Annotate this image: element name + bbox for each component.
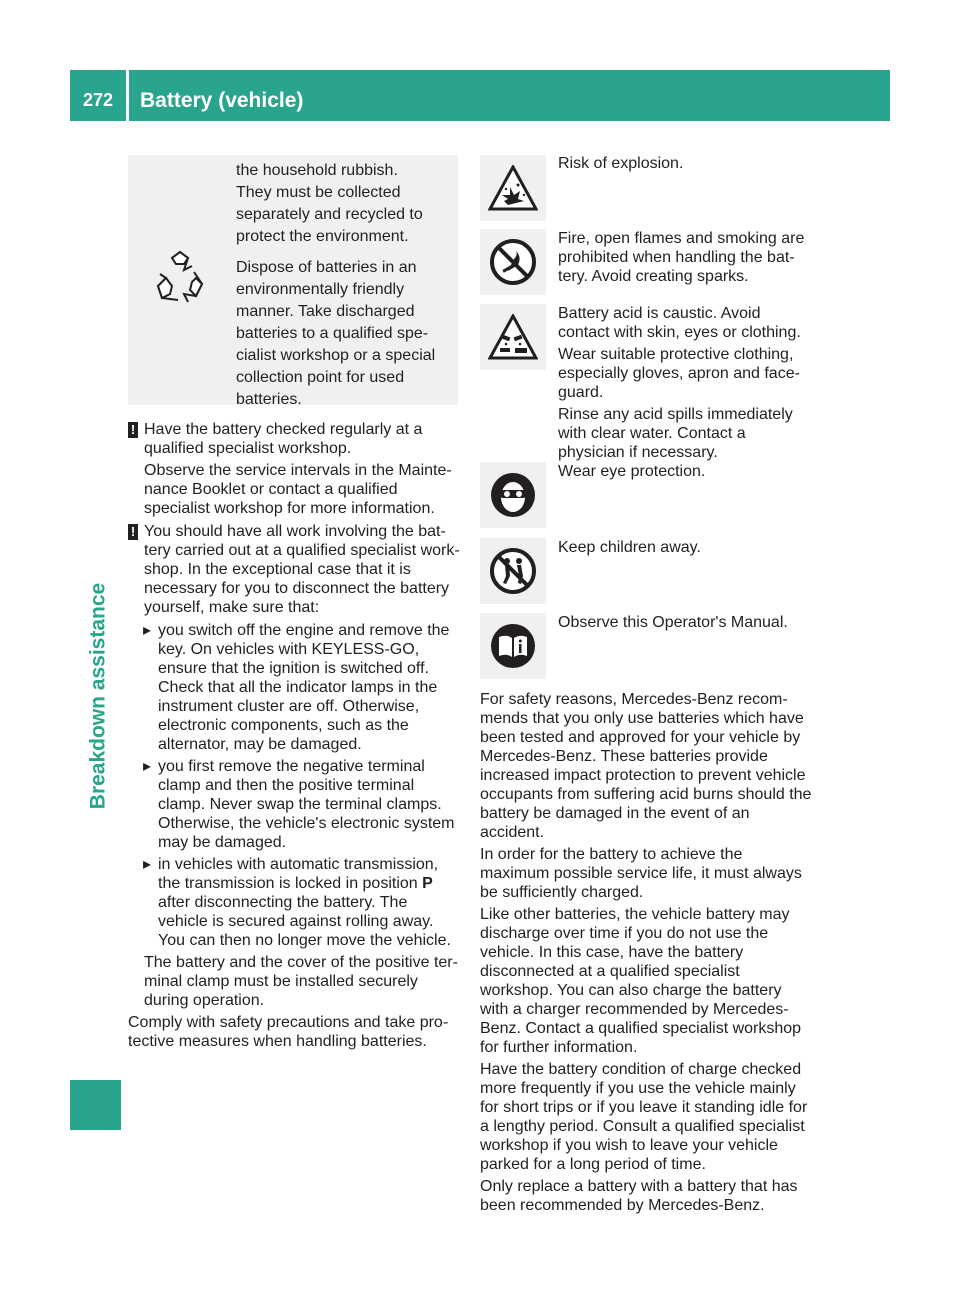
note-1 xyxy=(128,420,461,518)
list-item: ▸ you switch off the engine and remove the key. On vehicles with KEYLESS-GO, ensure that the ignition is switched off. Check that all the indicator lamps in the instrument cluster are off. Otherwise, electronic components, such as the alternator, may be damaged. xyxy=(128,621,461,754)
left-column xyxy=(128,420,461,1054)
bullet-3-post: after disconnecting the battery. The vehicle is secured against rolling away. You can then no longer move the vehicle. xyxy=(158,894,451,949)
right-para-4: Have the battery condition of charge checked more frequently if you use the vehicle mainly for short trips or if you leave it standing idle for a lengthy period. Consult a qualified specialist workshop if you wish to leave your vehicle parked for a long period of time. xyxy=(480,1061,808,1173)
note-1-para-2: Observe the service intervals in the Maintenance Booklet or contact a qualified specialist workshop for more information. xyxy=(144,462,452,517)
closing-text: Comply with safety precautions and take protective measures when handling batteries. xyxy=(128,1014,449,1050)
eye-protection-label: Wear eye protection. xyxy=(558,463,706,480)
explosion-icon-box xyxy=(480,155,546,221)
recycle-text-2: Dispose of batteries in an environmentally friendly manner. Take discharged batteries to a qualified specialist workshop or a special collection point for used batteries. xyxy=(236,259,436,408)
right-para-1: For safety reasons, Mercedes-Benz recommends that you only use batteries which have been tested and approved for your vehicle by Mercedes-Benz. These batteries provide increased impact protection to prevent vehicle occupants from suffering acid burns should the battery be damaged in the event of an accident. xyxy=(480,691,812,841)
side-tab-block xyxy=(70,1080,121,1130)
explosion-icon xyxy=(488,165,538,211)
explosion-text xyxy=(558,154,814,176)
no-fire-text xyxy=(558,229,814,289)
no-children-icon xyxy=(488,546,538,596)
note-2-intro: You should have all work involving the battery carried out at a qualified specialist workshop. In the exceptional case that it is necessary for you to disconnect the battery yourself, make sure that: xyxy=(144,523,460,616)
corrosive-icon xyxy=(488,314,538,360)
acid-text-1: Battery acid is caustic. Avoid contact with skin, eyes or clothing. xyxy=(558,305,801,341)
right-para-3: Like other batteries, the vehicle battery may discharge over time if you do not use the vehicle. In this case, have the battery disconnected at a qualified specialist workshop. You can also charge the battery with a charger recommended by Mercedes-Benz. Contact a qualified specialist workshop for further information. xyxy=(480,906,802,1056)
list-item xyxy=(128,855,461,950)
section-title: Battery (vehicle) xyxy=(140,89,304,112)
header-divider xyxy=(126,70,129,121)
note-2 xyxy=(128,522,461,617)
children-text xyxy=(558,538,814,560)
recycle-icon xyxy=(150,248,210,308)
no-fire-icon xyxy=(488,237,538,287)
no-fire-label: Fire, open flames and smoking are prohibited when handling the battery. Avoid creating sparks. xyxy=(558,230,805,285)
bullet-3-pre: in vehicles with automatic transmission, the transmission is locked in position xyxy=(158,856,439,892)
gear-position-p: P xyxy=(422,875,433,892)
eye-protection-text xyxy=(558,462,814,484)
recycle-text xyxy=(236,160,436,420)
manual-label: Observe this Operator's Manual. xyxy=(558,614,788,631)
manual-text xyxy=(558,613,814,635)
acid-icon-box xyxy=(480,304,546,370)
note-2-end: The battery and the cover of the positive terminal clamp must be installed securely during operation. xyxy=(144,954,458,1009)
acid-text-2: Wear suitable protective clothing, especially gloves, apron and face-guard. xyxy=(558,346,800,401)
acid-text xyxy=(558,304,814,465)
side-tab-label: Breakdown assistance xyxy=(86,582,110,810)
right-para-5: Only replace a battery with a battery that has been recommended by Mercedes-Benz. xyxy=(480,1178,798,1214)
explosion-label: Risk of explosion. xyxy=(558,155,684,172)
eye-protection-icon-box xyxy=(480,462,546,528)
right-column xyxy=(480,690,814,1218)
recycle-text-1: the household rubbish. They must be collected separately and recycled to protect the environment. xyxy=(236,162,423,245)
note-1-para-1: Have the battery checked regularly at a qualified specialist workshop. xyxy=(144,421,423,457)
children-label: Keep children away. xyxy=(558,539,701,556)
acid-text-3: Rinse any acid spills immediately with clear water. Contact a physician if necessary. xyxy=(558,406,793,461)
manual-icon-box xyxy=(480,613,546,679)
page-number: 272 xyxy=(82,90,114,110)
book-info-icon xyxy=(488,621,538,671)
eye-protection-icon xyxy=(488,470,538,520)
exclamation-icon: ! xyxy=(128,524,138,540)
children-icon-box xyxy=(480,538,546,604)
exclamation-icon: ! xyxy=(128,422,138,438)
no-fire-icon-box xyxy=(480,229,546,295)
right-para-2: In order for the battery to achieve the maximum possible service life, it must always be sufficiently charged. xyxy=(480,846,802,901)
list-item: ▸ you first remove the negative terminal clamp and then the positive terminal clamp. Never swap the terminal clamps. Otherwise, the vehicle's electronic system may be damaged. xyxy=(128,757,461,852)
